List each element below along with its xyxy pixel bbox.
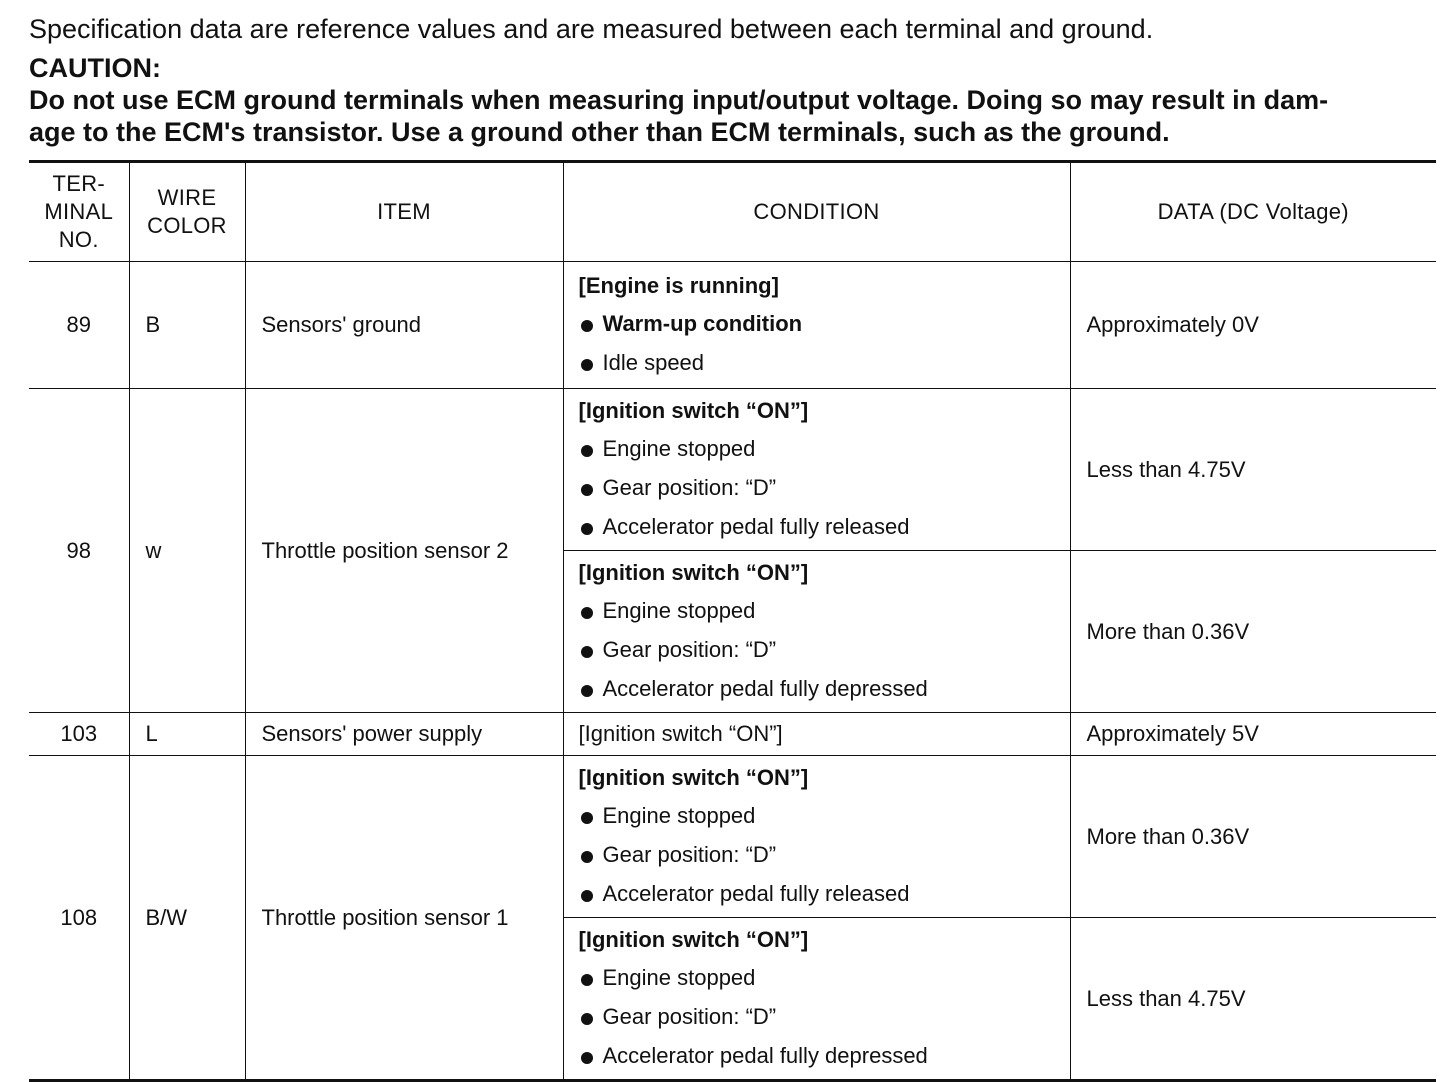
bullet-dot-icon [581,484,593,496]
condition-title: [Ignition switch “ON”] [578,560,809,585]
condition-bullet [579,796,1070,835]
condition-title: [Ignition switch “ON”] [578,398,809,423]
bullet-dot-icon [581,320,593,332]
condition-bullet-text: Warm-up condition [602,311,803,336]
condition-bullet-text: Accelerator pedal fully depressed [602,676,928,701]
condition-bullet-text: Gear position: “D” [602,637,777,662]
caution-line-2: age to the ECM's transistor. Use a ground other than ECM terminals, such as the ground. [29,117,1170,147]
condition-bullet [579,874,1070,913]
condition-bullet [579,468,1070,507]
condition-title: [Ignition switch “ON”] [578,927,809,952]
header-wire-line-1: WIRE [157,185,217,210]
table-row [29,713,1436,756]
header-terminal-no [29,162,129,262]
wire-color: B/W [129,756,245,1081]
header-condition: CONDITION [563,162,1070,262]
header-data: DATA (DC Voltage) [1070,162,1436,262]
condition-cell [563,918,1070,1081]
condition-title: [Ignition switch “ON”] [578,765,809,790]
condition-bullet-text: Accelerator pedal fully depressed [602,1043,928,1068]
bullet-dot-icon [581,812,593,824]
condition-bullet-text: Gear position: “D” [602,1004,777,1029]
wire-color: B [129,262,245,389]
header-terminal-line-3: NO. [58,227,99,252]
intro-text: Specification data are reference values and are measured between each terminal and ground. [29,14,1154,44]
condition-bullet [579,429,1070,468]
condition-bullet [579,669,1070,708]
condition-bullet [579,1036,1070,1075]
data-value: Approximately 0V [1070,262,1436,389]
terminal-no: 108 [29,756,129,1081]
condition-bullet-text: Accelerator pedal fully released [602,881,910,906]
bullet-dot-icon [581,646,593,658]
terminal-no: 89 [29,262,129,389]
wire-color: w [129,389,245,713]
condition-bullet [579,958,1070,997]
condition-bullet-text: Engine stopped [602,803,756,828]
data-value: Approximately 5V [1070,713,1436,756]
table-row [29,756,1436,918]
data-value: Less than 4.75V [1070,918,1436,1081]
condition-cell [563,389,1070,551]
bullet-dot-icon [581,607,593,619]
bullet-dot-icon [581,851,593,863]
bullet-dot-icon [581,1052,593,1064]
condition-bullet [579,997,1070,1036]
condition-bullet [579,591,1070,630]
condition-bullet [579,304,1070,343]
header-item: ITEM [245,162,563,262]
bullet-dot-icon [581,445,593,457]
condition-cell [563,551,1070,713]
condition-bullet-text: Gear position: “D” [602,842,777,867]
header-wire-line-2: COLOR [147,213,227,238]
terminal-no: 98 [29,389,129,713]
data-value: Less than 4.75V [1070,389,1436,551]
item-name: Sensors' power supply [245,713,563,756]
item-name: Throttle position sensor 2 [245,389,563,713]
condition-bullet-text: Gear position: “D” [602,475,777,500]
condition-bullet-text: Engine stopped [602,598,756,623]
caution-title: CAUTION: [29,53,161,83]
condition-title: [Ignition switch “ON”] [563,713,1070,756]
condition-bullet [579,630,1070,669]
document-page [29,12,1436,1068]
table-header-row [29,162,1436,262]
header-terminal-line-2: MINAL [44,199,114,224]
table-row [29,262,1436,389]
condition-bullet [579,507,1070,546]
condition-cell [563,756,1070,918]
condition-bullet-text: Accelerator pedal fully released [602,514,910,539]
condition-title: [Engine is running] [578,273,779,298]
caution-line-1: Do not use ECM ground terminals when measuring input/output voltage. Doing so may result in dam- [29,85,1329,115]
bullet-dot-icon [581,974,593,986]
item-name: Throttle position sensor 1 [245,756,563,1081]
condition-bullet-text: Engine stopped [602,965,756,990]
bullet-dot-icon [581,685,593,697]
condition-bullet [579,835,1070,874]
data-value: More than 0.36V [1070,551,1436,713]
terminal-spec-table [29,160,1436,1082]
item-name: Sensors' ground [245,262,563,389]
bullet-dot-icon [581,523,593,535]
header-wire-color [129,162,245,262]
bullet-dot-icon [581,359,593,371]
wire-color: L [129,713,245,756]
condition-bullet-text: Engine stopped [602,436,756,461]
data-value: More than 0.36V [1070,756,1436,918]
condition-bullet [579,343,1070,382]
caution-body [29,84,1436,148]
bullet-dot-icon [581,890,593,902]
condition-bullet-text: Idle speed [602,350,705,375]
terminal-no: 103 [29,713,129,756]
condition-cell [563,262,1070,389]
table-row [29,389,1436,551]
bullet-dot-icon [581,1013,593,1025]
header-terminal-line-1: TER- [52,171,106,196]
